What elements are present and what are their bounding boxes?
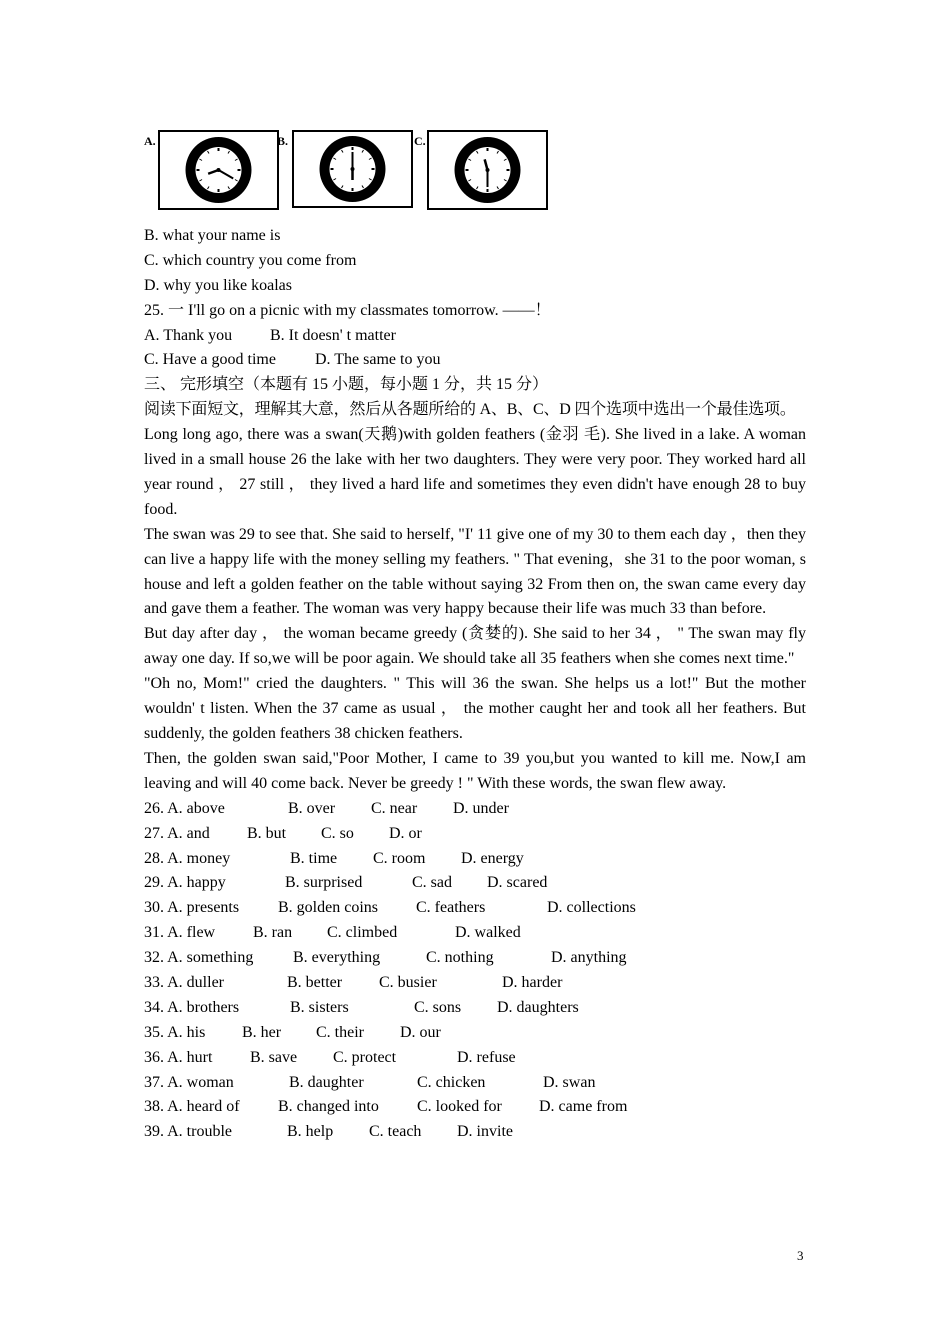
section-3-title: 三、 完形填空（本题有 15 小题，每小题 1 分，共 15 分）	[144, 376, 549, 394]
question-38-row	[144, 1095, 806, 1120]
clock-frame	[292, 130, 413, 208]
question-26-row	[144, 797, 806, 822]
option-b: B. better	[287, 973, 343, 991]
option-b: B. surprised	[285, 874, 363, 892]
option-b: B. over	[288, 799, 336, 817]
option-c: C. chicken	[417, 1073, 486, 1091]
section-3-instruction: 阅读下面短文，理解其大意，然后从各题所给的 A、B、C、D 四个选项中选出一个最佳选项。	[144, 401, 796, 419]
option-c: C. Have a good time	[144, 351, 276, 369]
question-25-stem: 25. 一 I'll go on a picnic with my classmates tomorrow. ——！	[144, 301, 551, 319]
option-a: 32. A. something	[144, 949, 254, 967]
option-a: 36. A. hurt	[144, 1048, 213, 1066]
option-c: C. looked for	[417, 1098, 502, 1116]
option-c: C. so	[321, 824, 354, 842]
clock-icon	[160, 132, 277, 208]
option-d: D. invite	[457, 1123, 513, 1141]
question-33-row	[144, 971, 806, 996]
passage-paragraph-1: Long long ago, there was a swan(天鹅)with golden feathers (金羽 毛). She lived in a lake. A woman lived in a small house 26 the lake with her two daughters. They were very poor. They worked hard all year round ， 27 still ， they lived a hard life and sometimes they even didn't have enough 28 to buy food.	[144, 426, 806, 518]
clock-option-letter: C.	[414, 134, 426, 148]
option-b: B. time	[290, 849, 338, 867]
option-a: 33. A. duller	[144, 973, 224, 991]
option-c: C. sons	[414, 998, 462, 1016]
option-c: C. nothing	[426, 949, 494, 967]
option-a: 26. A. above	[144, 799, 225, 817]
option-c: C. their	[316, 1023, 364, 1041]
option-d: D. came from	[539, 1098, 628, 1116]
option-a: A. Thank you	[144, 326, 233, 344]
option-c: C. sad	[412, 874, 452, 892]
passage-paragraph-3: But day after day ， the woman became greedy (贪婪的). She said to her 34 ， " The swan may fly away one day. If so,we will be poor again. We should take all 35 feathers when she comes next time."	[144, 625, 806, 668]
clock-icon	[429, 132, 546, 208]
option-d: D. collections	[547, 899, 636, 917]
option-b: B. ran	[253, 924, 293, 942]
option-b: B. sisters	[290, 998, 349, 1016]
option-b: B. save	[250, 1048, 298, 1066]
question-32-row	[144, 946, 806, 971]
passage-paragraph-4: "Oh no, Mom!" cried the daughters. " This will 36 the swan. She helps us a lot!" But the mother wouldn' t listen. When the 37 came as usual ， the mother caught her and took all her feathers. But suddenly, the golden feathers 38 chicken feathers.	[144, 675, 806, 742]
clock-frame	[427, 130, 548, 210]
cloze-questions	[144, 797, 806, 1145]
option-b: B. changed into	[278, 1098, 379, 1116]
clock-options	[144, 124, 554, 212]
option-d: D. daughters	[497, 998, 579, 1016]
option-d: D. harder	[502, 973, 563, 991]
prev-option-b: B. what your name is	[144, 227, 281, 244]
option-b: B. It doesn' t matter	[270, 326, 396, 344]
option-a: 28. A. money	[144, 849, 231, 867]
passage-paragraph-2: The swan was 29 to see that. She said to herself, "I' 11 give one of my 30 to them each day ，then they can live a happy life with the money selling my feathers. " That evening，she 31 to the poor woman, s house and left a golden feather on the table without saying 32 From then on, the swan came every day and gave them a feather. The woman was very happy because their life was much 33 than before.	[144, 525, 807, 618]
option-a: 39. A. trouble	[144, 1123, 232, 1141]
option-d: D. walked	[455, 924, 521, 942]
option-c: C. protect	[333, 1048, 397, 1066]
exam-content	[144, 224, 806, 1145]
option-d: D. anything	[551, 949, 627, 967]
question-31-row	[144, 921, 806, 946]
option-b: B. everything	[293, 949, 381, 967]
option-a: 35. A. his	[144, 1023, 206, 1041]
clock-center	[217, 168, 221, 172]
option-d: D. our	[400, 1023, 441, 1041]
option-d: D. The same to you	[315, 351, 441, 369]
prev-option-c: C. which country you come from	[144, 251, 357, 269]
option-c: C. near	[371, 799, 418, 817]
clock-option-1	[144, 130, 279, 206]
clock-icon	[294, 132, 411, 206]
question-34-row	[144, 996, 806, 1021]
option-c: C. feathers	[416, 899, 486, 917]
option-a: 37. A. woman	[144, 1073, 234, 1091]
question-25-options-row-2	[144, 348, 806, 373]
page-number: 3	[797, 1248, 804, 1263]
option-d: D. refuse	[457, 1048, 516, 1066]
option-a: 30. A. presents	[144, 899, 240, 917]
option-d: D. or	[389, 824, 422, 842]
question-36-row	[144, 1046, 806, 1071]
question-28-row	[144, 847, 806, 872]
option-d: D. energy	[461, 849, 524, 867]
option-b: B. daughter	[289, 1073, 364, 1091]
clock-center	[486, 168, 490, 172]
option-d: D. swan	[543, 1073, 596, 1091]
option-c: C. room	[373, 849, 426, 867]
question-35-row	[144, 1021, 806, 1046]
clock-center	[351, 167, 355, 171]
clock-option-2	[277, 130, 413, 206]
clock-frame	[158, 130, 279, 210]
option-c: C. climbed	[327, 924, 398, 942]
option-c: C. teach	[369, 1123, 422, 1141]
question-30-row	[144, 896, 806, 921]
option-d: D. under	[453, 799, 509, 817]
option-a: 29. A. happy	[144, 874, 226, 892]
option-b: B. golden coins	[278, 899, 378, 917]
option-a: 27. A. and	[144, 824, 210, 842]
option-b: B. help	[287, 1123, 334, 1141]
question-29-row	[144, 871, 806, 896]
prev-option-d: D. why you like koalas	[144, 276, 292, 294]
question-39-row	[144, 1120, 806, 1145]
passage-paragraph-5: Then, the golden swan said,"Poor Mother, I came to 39 you,but you wanted to kill me. Now,I am leaving and will 40 come back. Never be greedy ! " With these words, the swan flew away.	[144, 749, 806, 792]
option-a: 34. A. brothers	[144, 998, 240, 1016]
option-b: B. her	[242, 1023, 282, 1041]
clock-option-letter: A.	[144, 134, 156, 148]
question-27-row	[144, 822, 806, 847]
question-37-row	[144, 1071, 806, 1096]
question-25-options-row-1	[144, 324, 806, 349]
option-b: B. but	[247, 824, 287, 842]
clock-option-3	[414, 130, 548, 206]
option-c: C. busier	[379, 973, 437, 991]
clock-option-letter: B.	[277, 134, 289, 148]
option-a: 38. A. heard of	[144, 1098, 240, 1116]
option-d: D. scared	[487, 874, 548, 892]
option-a: 31. A. flew	[144, 924, 216, 942]
